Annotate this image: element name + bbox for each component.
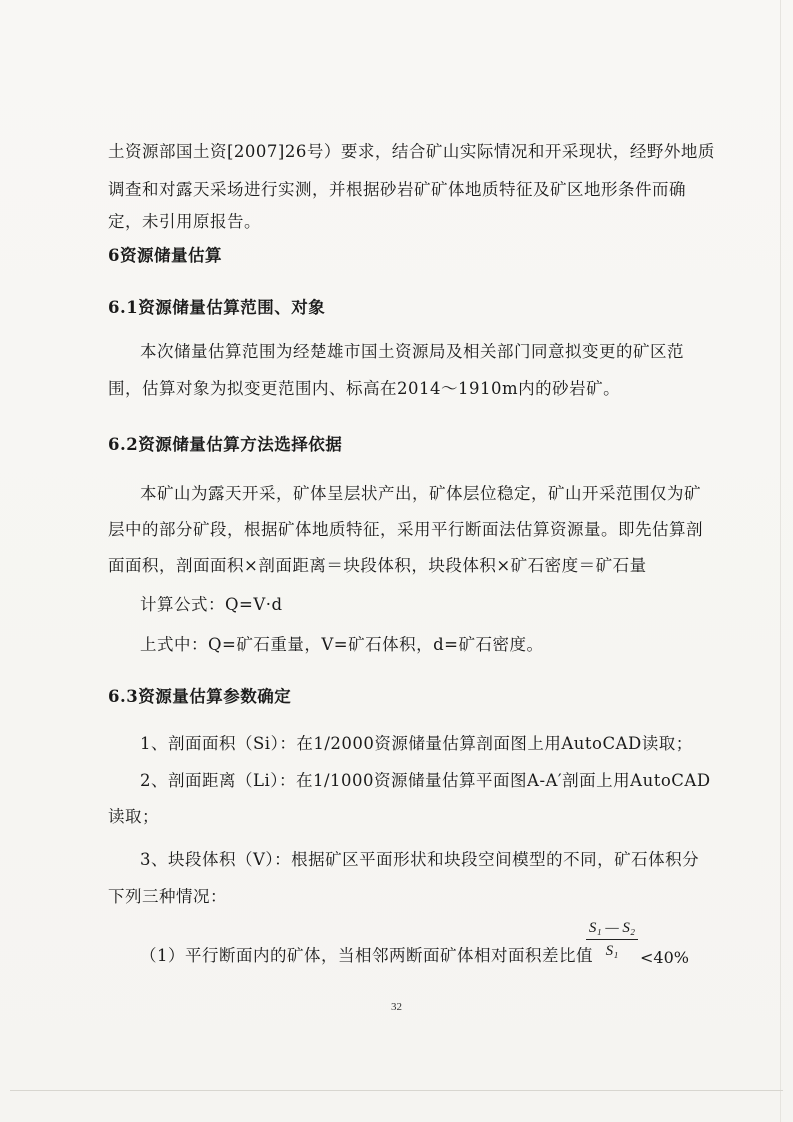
body-line: 土资源部国土资[2007]26号）要求，结合矿山实际情况和开采现状，经野外地质 — [108, 142, 715, 161]
list-item-continuation: 下列三种情况： — [108, 887, 227, 906]
case-line: （1）平行断面内的矿体，当相邻两断面矿体相对面积差比值 — [140, 946, 593, 965]
scan-edge — [780, 0, 781, 1122]
fraction-denominator: S₁ — [605, 943, 619, 959]
formula-explanation: 上式中：Q=矿石重量，V=矿石体积，d=矿石密度。 — [140, 635, 544, 654]
formula-line: 计算公式：Q=V·d — [140, 595, 283, 614]
section-heading-6-2: 6.2资源储量估算方法选择依据 — [108, 435, 343, 454]
section-heading-6-3: 6.3资源量估算参数确定 — [108, 687, 292, 706]
body-line: 本次储量估算范围为经楚雄市国土资源局及相关部门同意拟变更的矿区范 — [140, 342, 684, 361]
page-number: 32 — [391, 1001, 402, 1013]
body-line: 定，未引用原报告。 — [108, 212, 261, 231]
body-line: 本矿山为露天开采，矿体呈层状产出，矿体层位稳定，矿山开采范围仅为矿 — [140, 484, 701, 503]
list-item-continuation: 读取； — [108, 807, 159, 826]
body-line: 层中的部分矿段，根据矿体地质特征，采用平行断面法估算资源量。即先估算剖 — [108, 520, 703, 539]
list-item: 2、剖面距离（Li）：在1/1000资源储量估算平面图A-A′剖面上用AutoCAD — [140, 771, 711, 790]
fraction-threshold: <40% — [640, 948, 689, 967]
body-line: 调查和对露天采场进行实测，并根据砂岩矿矿体地质特征及矿区地形条件而确 — [108, 180, 686, 199]
section-heading-6: 6资源储量估算 — [108, 246, 222, 265]
section-heading-6-1: 6.1资源储量估算范围、对象 — [108, 298, 326, 317]
fraction-numerator: S₁ — S₂ — [586, 920, 638, 940]
body-line: 面面积，剖面面积×剖面距离＝块段体积，块段体积×矿石密度＝矿石量 — [108, 556, 647, 575]
scan-artifact-line — [10, 1090, 783, 1091]
list-item: 1、剖面面积（Si）：在1/2000资源储量估算剖面图上用AutoCAD读取； — [140, 734, 693, 753]
area-ratio-fraction — [586, 920, 638, 960]
list-item: 3、块段体积（V）：根据矿区平面形状和块段空间模型的不同，矿石体积分 — [140, 850, 700, 869]
body-line: 围，估算对象为拟变更范围内、标高在2014～1910m内的砂岩矿。 — [108, 379, 621, 398]
